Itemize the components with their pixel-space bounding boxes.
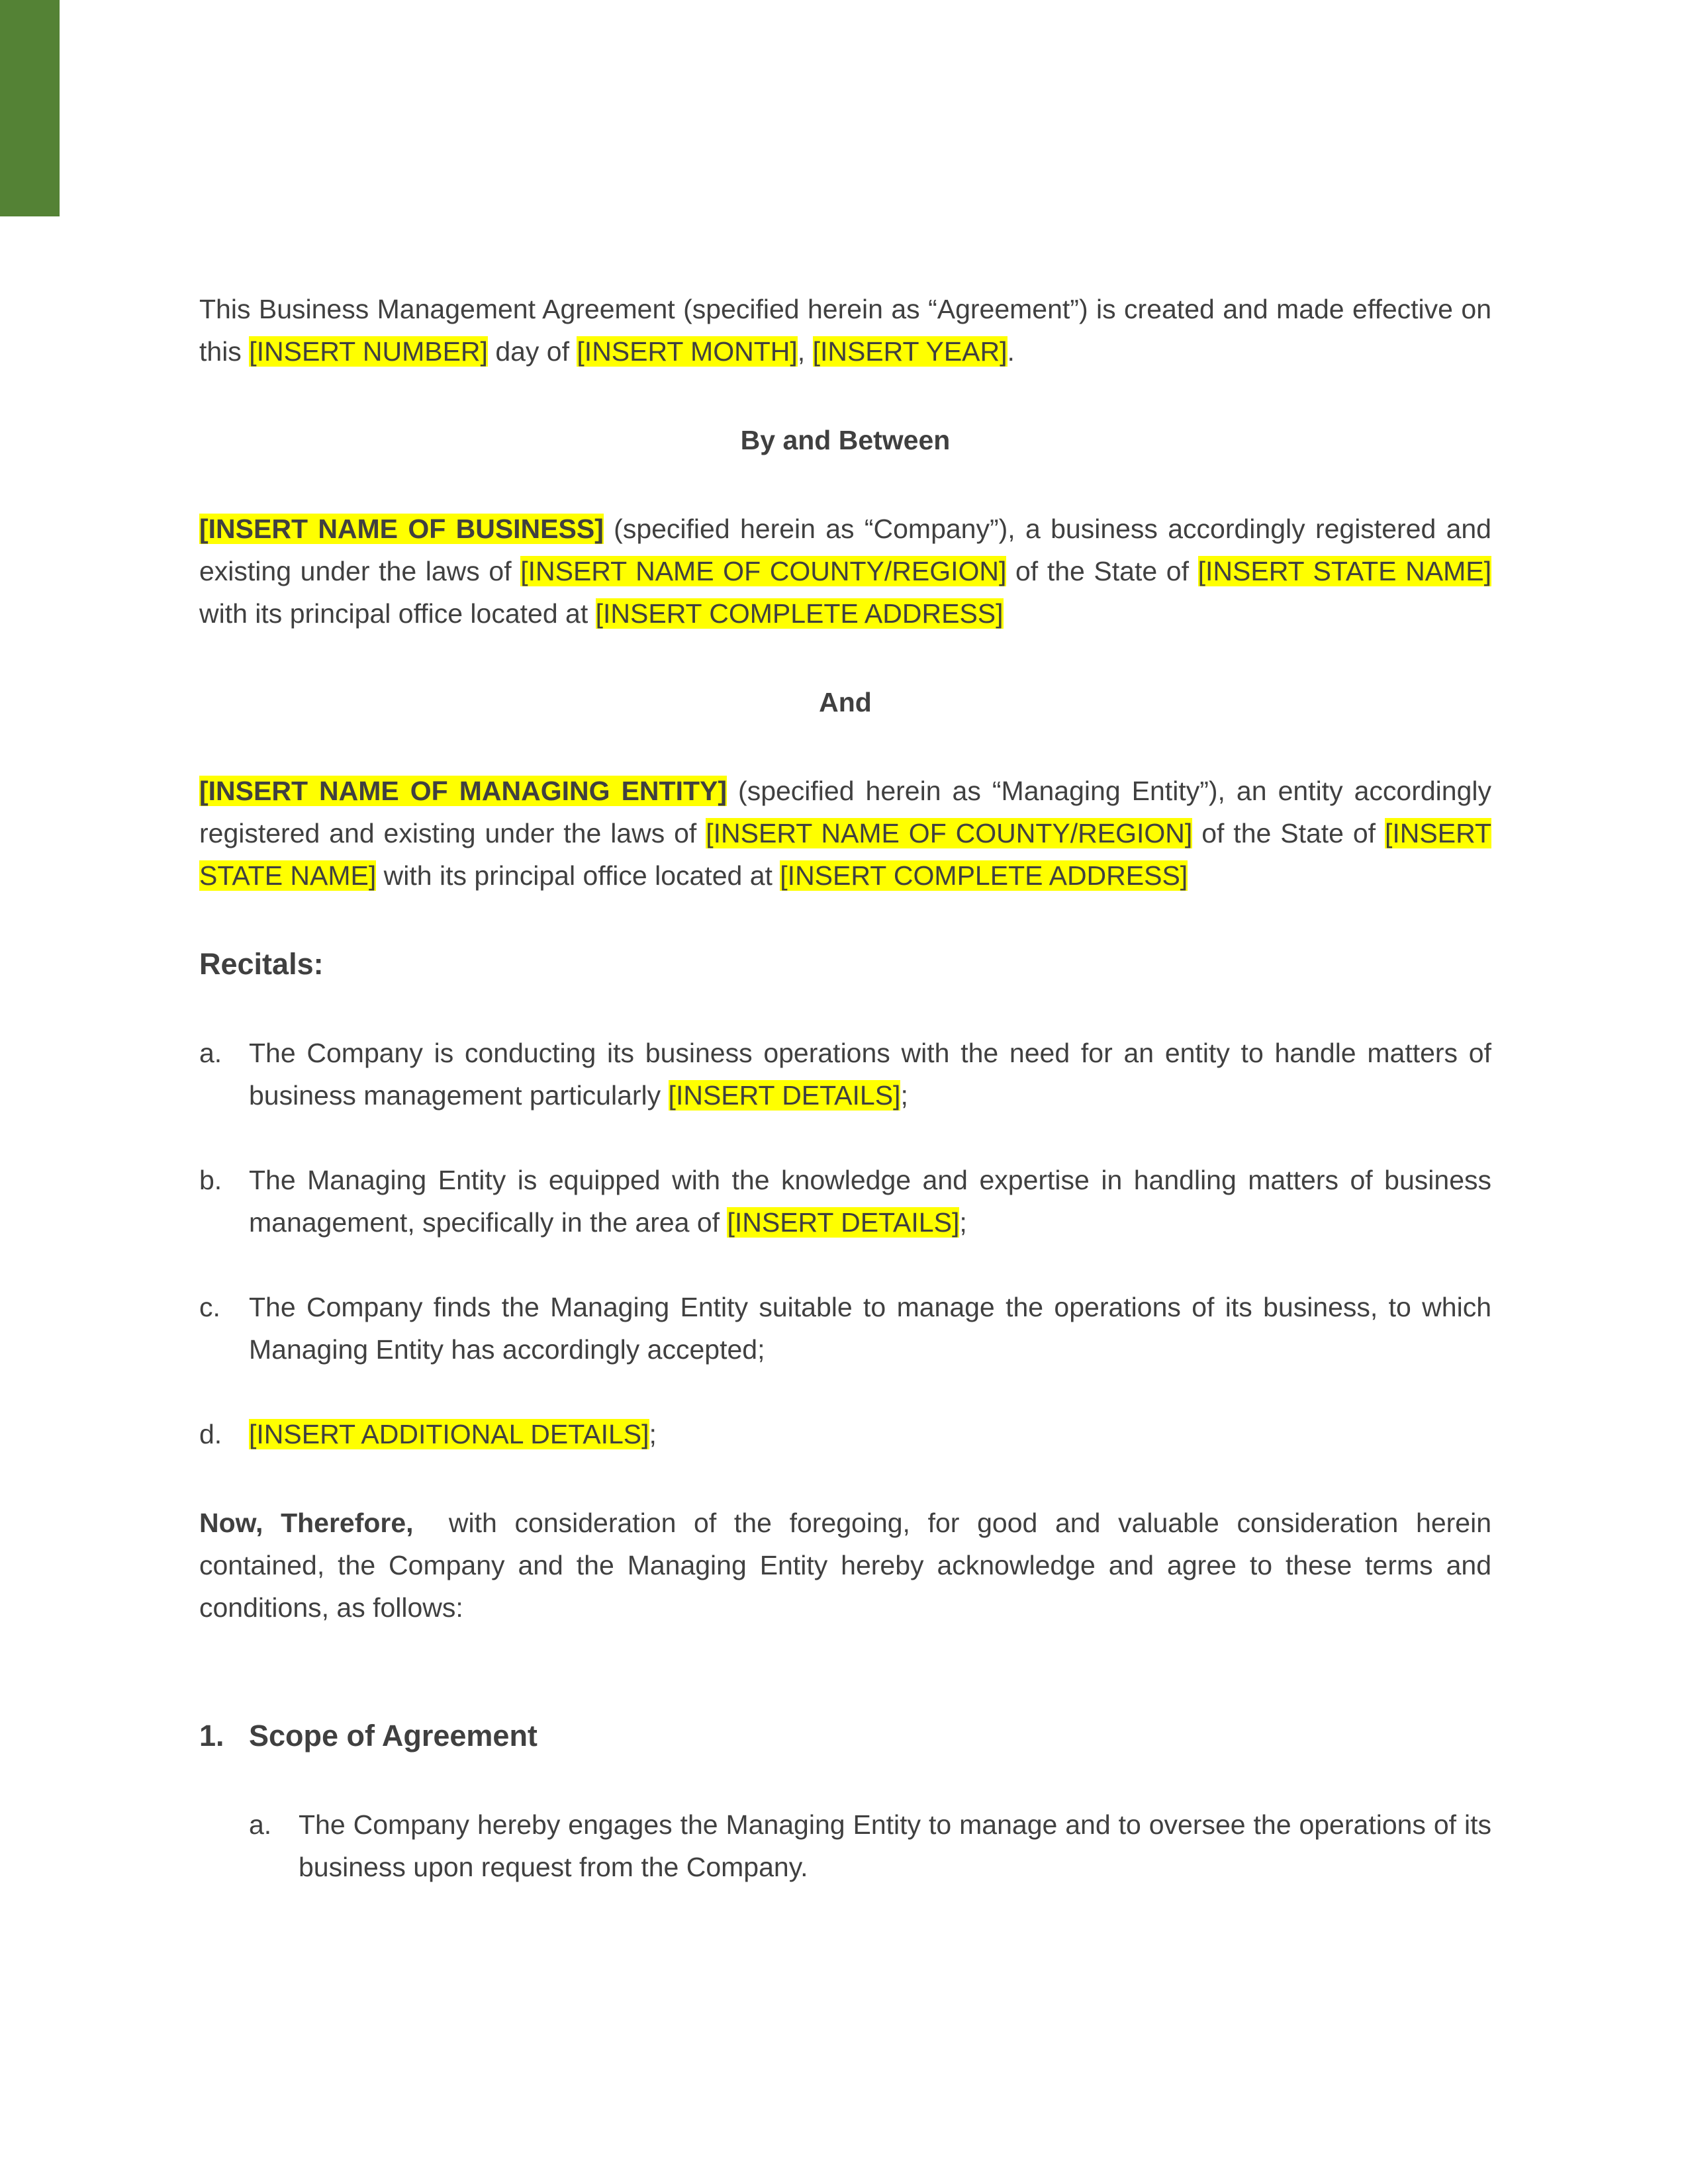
- intro-text: day of: [487, 336, 577, 367]
- now-therefore-lead: Now, Therefore,: [199, 1508, 414, 1538]
- placeholder-details: [INSERT DETAILS]: [668, 1080, 901, 1111]
- recital-text: [249, 1413, 1491, 1455]
- document-body: [199, 288, 1499, 1888]
- section-item-text: The Company hereby engages the Managing Entity to manage and to oversee the operations of its business upon request from the Company.: [299, 1809, 1491, 1882]
- recital-item-c: [199, 1286, 1491, 1371]
- recital-text: [249, 1032, 1491, 1116]
- recital-item-b: [199, 1159, 1491, 1244]
- placeholder-business-name: [INSERT NAME OF BUSINESS]: [199, 514, 604, 544]
- list-marker: a.: [249, 1809, 272, 1840]
- recital-body: The Company is conducting its business operations with the need for an entity to handle matters of business management particularly: [249, 1038, 1491, 1111]
- placeholder-number: [INSERT NUMBER]: [249, 336, 488, 367]
- recital-text: The Company finds the Managing Entity suitable to manage the operations of its business, to which Managing Entity has accordingly accepted;: [249, 1292, 1491, 1365]
- placeholder-state: [INSERT STATE NAME]: [1197, 556, 1492, 586]
- managing-text: (specified herein as “Managing Entity”), an entity accordingly registered and existing under the laws of: [199, 776, 1491, 848]
- section-1-heading: [199, 1715, 1491, 1757]
- recital-body: ;: [900, 1080, 908, 1111]
- managing-entity-paragraph: [199, 770, 1491, 897]
- by-and-between-heading: By and Between: [740, 425, 951, 455]
- managing-text: of the State of: [1192, 818, 1385, 848]
- and-heading: And: [819, 687, 872, 717]
- company-paragraph: [199, 508, 1491, 635]
- placeholder-address: [INSERT COMPLETE ADDRESS]: [595, 598, 1004, 629]
- accent-bar: [0, 0, 60, 216]
- intro-text: This Business Management Agreement (specified herein as “Agreement”) is created and made effective on this: [199, 294, 1491, 367]
- placeholder-county: [INSERT NAME OF COUNTY/REGION]: [706, 818, 1193, 848]
- placeholder-managing-entity-name: [INSERT NAME OF MANAGING ENTITY]: [199, 776, 727, 806]
- section-title: Scope of Agreement: [249, 1719, 538, 1752]
- list-marker: b.: [199, 1165, 222, 1195]
- placeholder-year: [INSERT YEAR]: [812, 336, 1008, 367]
- recital-item-d: [199, 1413, 1491, 1455]
- intro-paragraph: [199, 288, 1491, 373]
- placeholder-details: [INSERT DETAILS]: [727, 1207, 960, 1238]
- recital-body: ;: [959, 1207, 967, 1238]
- placeholder-additional-details: [INSERT ADDITIONAL DETAILS]: [249, 1419, 649, 1449]
- company-text: with its principal office located at: [199, 598, 596, 629]
- company-text: (specified herein as “Company”), a business accordingly registered and existing under the laws of: [199, 514, 1491, 586]
- placeholder-county: [INSERT NAME OF COUNTY/REGION]: [520, 556, 1007, 586]
- company-text: of the State of: [1006, 556, 1198, 586]
- recitals-heading: Recitals:: [199, 947, 324, 981]
- now-therefore-paragraph: [199, 1502, 1499, 1629]
- placeholder-address: [INSERT COMPLETE ADDRESS]: [780, 860, 1188, 891]
- intro-text: ,: [797, 336, 813, 367]
- recital-body: ;: [649, 1419, 657, 1449]
- managing-text: with its principal office located at: [376, 860, 780, 891]
- recital-item-a: [199, 1032, 1491, 1116]
- recital-text: [249, 1159, 1491, 1244]
- section-1-item-a: [249, 1803, 1491, 1888]
- now-therefore-text: with consideration of the foregoing, for good and valuable consideration herein contained, the Company and the Managing Entity hereby acknowledge and agree to these terms and conditions, as follows:: [199, 1508, 1499, 1623]
- placeholder-state: [INSERT STATE NAME]: [199, 818, 1491, 891]
- section-number: 1.: [199, 1719, 224, 1752]
- list-marker: d.: [199, 1419, 222, 1449]
- list-marker: a.: [199, 1038, 222, 1068]
- intro-text: .: [1007, 336, 1015, 367]
- list-marker: c.: [199, 1292, 220, 1322]
- recital-body: The Managing Entity is equipped with the knowledge and expertise in handling matters of business management, specifically in the area of: [249, 1165, 1491, 1238]
- placeholder-month: [INSERT MONTH]: [577, 336, 798, 367]
